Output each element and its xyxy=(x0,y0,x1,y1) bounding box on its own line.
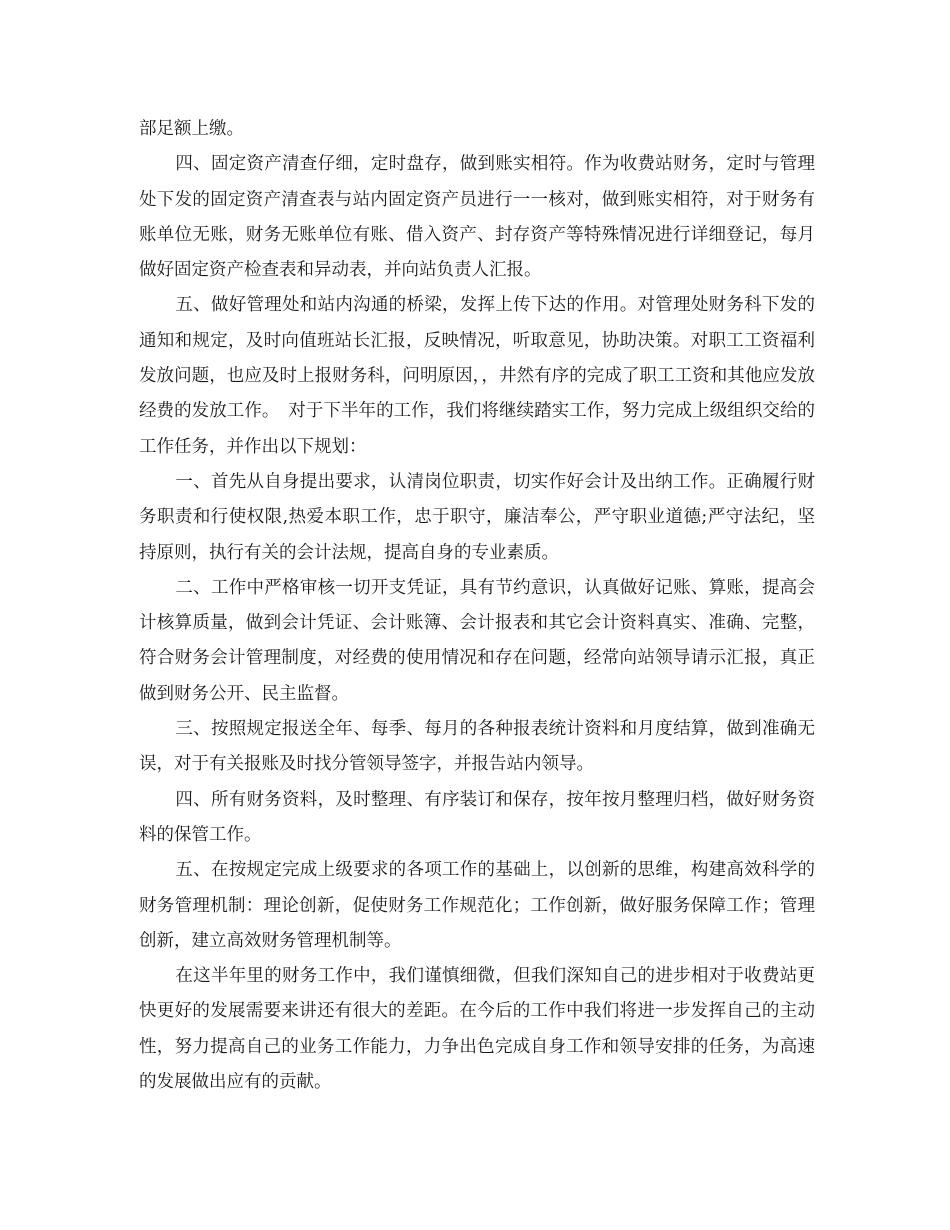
paragraph-continuation: 部足额上缴。 xyxy=(139,119,244,139)
paragraph-plan-5: 五、在按规定完成上级要求的各项工作的基础上，以创新的思维，构建高效科学的财务管理机制：理论创新，促使财务工作规范化；工作创新，做好服务保障工作；管理创新，建立高效财务管理机制等。 xyxy=(139,860,815,951)
paragraph-plan-1: 一、首先从自身提出要求，认清岗位职责，切实作好会计及出纳工作。正确履行财务职责和行使权限,热爱本职工作，忠于职守，廉洁奉公，严守职业道德;严守法纪，坚持原则，执行有关的会计法规，提高自身的专业素质。 xyxy=(139,471,815,563)
paragraph-plan-2: 二、工作中严格审核一切开支凭证，具有节约意识，认真做好记账、算账，提高会计核算质量，做到会计凭证、会计账簿、会计报表和其它会计资料真实、准确、完整，符合财务会计管理制度，对经费的使用情况和存在问题，经常向站领导请示汇报，真正做到财务公开、民主监督。 xyxy=(139,577,815,704)
paragraph-communication: 五、做好管理处和站内沟通的桥梁，发挥上传下达的作用。对管理处财务科下发的通知和规定，及时向值班站长汇报，反映情况，听取意见，协助决策。对职工工资福利发放问题，也应及时上报财务科，问明原因，，井然有序的完成了职工工资和其他应发放经费的发放工作。 对于下半年的工作，我们将继续踏实工作，努力完成上级组织交给的工作任务，并作出以下规划： xyxy=(139,295,815,457)
paragraph-fixed-assets: 四、固定资产清查仔细，定时盘存，做到账实相符。作为收费站财务，定时与管理处下发的固定资产清查表与站内固定资产员进行一一核对，做到账实相符，对于财务有账单位无账，财务无账单位有账、借入资产、封存资产等特殊情况进行详细登记，每月做好固定资产检查表和异动表，并向站负责人汇报。 xyxy=(139,154,815,281)
paragraph-conclusion: 在这半年里的财务工作中，我们谨慎细微，但我们深知自己的进步相对于收费站更快更好的发展需要来讲还有很大的差距。在今后的工作中我们将进一步发挥自己的主动性，努力提高自己的业务工作能力，力争出色完成自身工作和领导安排的任务，为高速的发展做出应有的贡献。 xyxy=(139,966,815,1093)
paragraph-plan-4: 四、所有财务资料，及时整理、有序装订和保存，按年按月整理归档，做好财务资料的保管工作。 xyxy=(139,789,815,845)
paragraph-plan-3: 三、按照规定报送全年、每季、每月的各种报表统计资料和月度结算，做到准确无误，对于有关报账及时找分管领导签字，并报告站内领导。 xyxy=(139,719,815,775)
document-body xyxy=(139,112,815,1100)
